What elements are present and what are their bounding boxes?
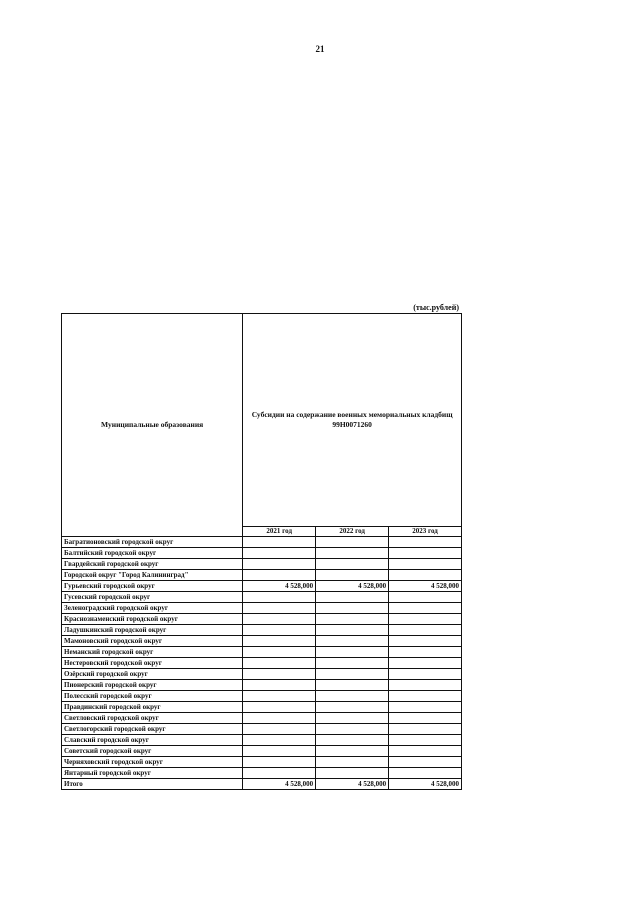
value-2023-cell [389, 746, 462, 757]
value-2021-cell [243, 713, 316, 724]
municipality-name-cell: Неманский городской округ [62, 647, 243, 658]
table-row [62, 658, 462, 669]
header-year-2023: 2023 год [389, 527, 462, 537]
value-2021-cell [243, 757, 316, 768]
table-row [62, 702, 462, 713]
subsidy-table [61, 313, 462, 790]
value-2021-cell [243, 625, 316, 636]
value-2021-cell [243, 614, 316, 625]
table-row [62, 680, 462, 691]
table-row [62, 691, 462, 702]
value-2022-cell [316, 614, 389, 625]
value-2021-cell [243, 702, 316, 713]
municipality-name-cell: Краснознаменский городской округ [62, 614, 243, 625]
value-2023-cell [389, 570, 462, 581]
value-2022-cell [316, 768, 389, 779]
value-2023-cell [389, 537, 462, 548]
value-2022-cell [316, 735, 389, 746]
table-row [62, 592, 462, 603]
value-2023-cell: 4 528,000 [389, 581, 462, 592]
municipality-name-cell: Зеленоградский городской округ [62, 603, 243, 614]
units-label: (тыс.рублей) [413, 303, 459, 312]
municipality-name-cell: Пионерский городской округ [62, 680, 243, 691]
value-2023-cell [389, 702, 462, 713]
value-2022-cell [316, 746, 389, 757]
value-2021-cell [243, 724, 316, 735]
value-2022-cell [316, 724, 389, 735]
municipality-name-cell: Славский городской округ [62, 735, 243, 746]
table-row [62, 581, 462, 592]
municipality-name-cell: Итого [62, 779, 243, 790]
table-row [62, 548, 462, 559]
value-2021-cell [243, 647, 316, 658]
value-2022-cell [316, 570, 389, 581]
value-2022-cell: 4 528,000 [316, 581, 389, 592]
value-2021-cell [243, 570, 316, 581]
table-row [62, 768, 462, 779]
value-2022-cell [316, 647, 389, 658]
value-2022-cell [316, 680, 389, 691]
value-2022-cell [316, 702, 389, 713]
municipality-name-cell: Черняховский городской округ [62, 757, 243, 768]
value-2023-cell: 4 528,000 [389, 779, 462, 790]
value-2023-cell [389, 636, 462, 647]
municipality-name-cell: Озёрский городской округ [62, 669, 243, 680]
value-2022-cell [316, 691, 389, 702]
value-2022-cell [316, 636, 389, 647]
value-2022-cell [316, 625, 389, 636]
value-2021-cell: 4 528,000 [243, 581, 316, 592]
value-2021-cell [243, 603, 316, 614]
header-subsidy: Субсидии на содержание военных мемориальных кладбищ 99Н0071260 [243, 314, 462, 527]
value-2023-cell [389, 559, 462, 570]
value-2022-cell: 4 528,000 [316, 779, 389, 790]
header-municipalities: Муниципальные образования [62, 314, 243, 537]
table-row [62, 746, 462, 757]
municipality-name-cell: Гвардейский городской округ [62, 559, 243, 570]
table-row [62, 636, 462, 647]
municipality-name-cell: Янтарный городской округ [62, 768, 243, 779]
municipality-name-cell: Светлогорский городской округ [62, 724, 243, 735]
table-row [62, 757, 462, 768]
value-2021-cell [243, 636, 316, 647]
value-2022-cell [316, 669, 389, 680]
value-2021-cell: 4 528,000 [243, 779, 316, 790]
value-2023-cell [389, 669, 462, 680]
value-2021-cell [243, 691, 316, 702]
table-row [62, 614, 462, 625]
value-2021-cell [243, 559, 316, 570]
value-2022-cell [316, 537, 389, 548]
value-2022-cell [316, 559, 389, 570]
value-2023-cell [389, 713, 462, 724]
value-2023-cell [389, 592, 462, 603]
municipality-name-cell: Гусевский городской округ [62, 592, 243, 603]
municipality-name-cell: Городской округ "Город Калининград" [62, 570, 243, 581]
value-2023-cell [389, 680, 462, 691]
table-row [62, 669, 462, 680]
value-2022-cell [316, 713, 389, 724]
value-2022-cell [316, 603, 389, 614]
municipality-name-cell: Мамоновский городской округ [62, 636, 243, 647]
table-row [62, 559, 462, 570]
page-number: 21 [315, 44, 325, 54]
value-2023-cell [389, 724, 462, 735]
municipality-name-cell: Полесский городской округ [62, 691, 243, 702]
value-2022-cell [316, 757, 389, 768]
table-header-row [62, 314, 462, 527]
value-2021-cell [243, 592, 316, 603]
value-2023-cell [389, 625, 462, 636]
value-2022-cell [316, 658, 389, 669]
value-2022-cell [316, 592, 389, 603]
value-2023-cell [389, 548, 462, 559]
municipality-name-cell: Балтийский городской округ [62, 548, 243, 559]
value-2023-cell [389, 603, 462, 614]
municipality-name-cell: Светловский городской округ [62, 713, 243, 724]
municipality-name-cell: Гурьевский городской округ [62, 581, 243, 592]
value-2021-cell [243, 768, 316, 779]
value-2023-cell [389, 658, 462, 669]
table-row [62, 603, 462, 614]
value-2023-cell [389, 691, 462, 702]
value-2021-cell [243, 548, 316, 559]
table-row [62, 713, 462, 724]
table-row [62, 735, 462, 746]
value-2022-cell [316, 548, 389, 559]
header-year-2022: 2022 год [316, 527, 389, 537]
municipality-name-cell: Ладушкинский городской округ [62, 625, 243, 636]
table-row [62, 647, 462, 658]
table-row [62, 570, 462, 581]
value-2021-cell [243, 735, 316, 746]
municipality-name-cell: Багратионовский городской округ [62, 537, 243, 548]
value-2023-cell [389, 614, 462, 625]
total-row [62, 779, 462, 790]
municipality-name-cell: Советский городской округ [62, 746, 243, 757]
municipality-name-cell: Нестеровский городской округ [62, 658, 243, 669]
value-2021-cell [243, 746, 316, 757]
municipality-name-cell: Правдинский городской округ [62, 702, 243, 713]
value-2023-cell [389, 757, 462, 768]
value-2021-cell [243, 658, 316, 669]
value-2021-cell [243, 537, 316, 548]
header-year-2021: 2021 год [243, 527, 316, 537]
value-2023-cell [389, 647, 462, 658]
table-row [62, 724, 462, 735]
table-row [62, 537, 462, 548]
table-row [62, 625, 462, 636]
value-2023-cell [389, 735, 462, 746]
value-2021-cell [243, 669, 316, 680]
value-2021-cell [243, 680, 316, 691]
value-2023-cell [389, 768, 462, 779]
